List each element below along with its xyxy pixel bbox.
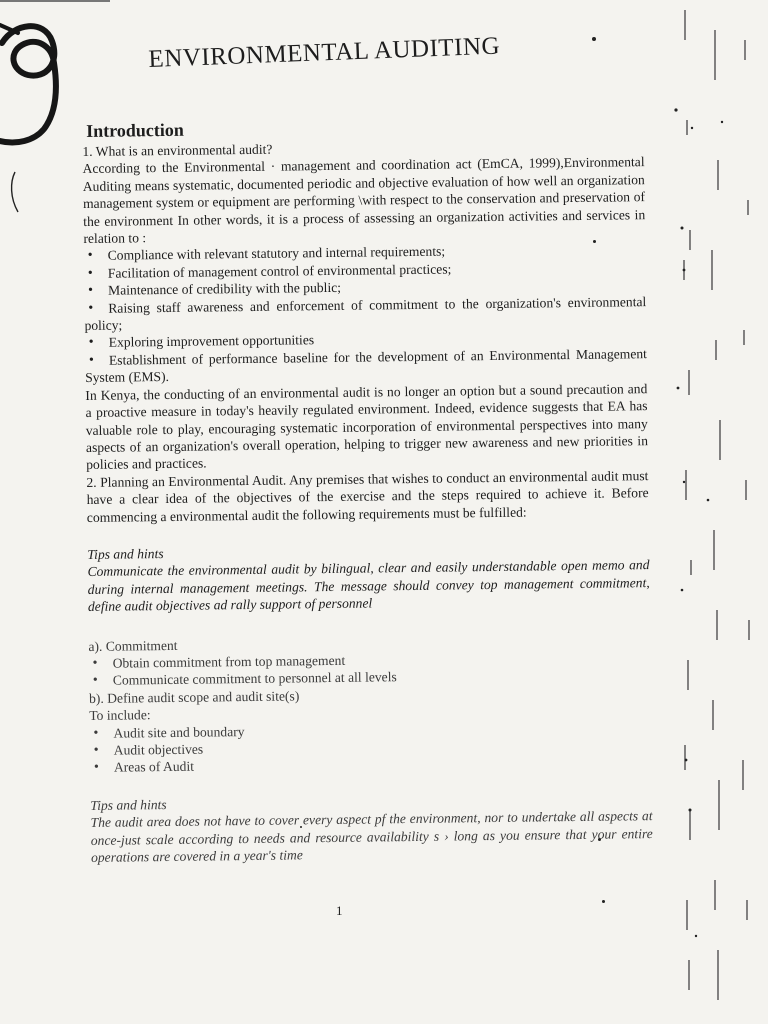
top-rule <box>0 0 110 2</box>
section-heading: Introduction <box>86 119 184 141</box>
list-item: • Communicate commitment to personnel at all levels <box>89 665 651 689</box>
subheading-scope: b). Define audit scope and audit site(s) <box>88 688 300 706</box>
tips-heading: Tips and hints <box>90 796 167 813</box>
page-number: 1 <box>336 903 343 918</box>
tips-text: The audit area does not have to cover every aspect pf the environment, nor to undertake all aspects at once-just scale according to needs and resource availability s › long as you ensure that your entire operations are covered in a year's time <box>90 808 653 865</box>
list-item: • Audit site and boundary <box>89 718 651 742</box>
tips-text: Communicate the environmental audit by bilingual, clear and easily understandable open memo and during internal management meetings. The message should convey top management commitment, define audit objectives ad rally support of personnel <box>87 557 650 615</box>
list-item: • Maintenance of credibility with the public; <box>84 275 646 299</box>
scope-list <box>89 718 652 777</box>
question-1: 1. What is an environmental audit? <box>82 141 273 159</box>
list-item: • Areas of Audit <box>90 752 652 776</box>
paragraph-planning: 2. Planning an Environmental Audit. Any premises that wishes to conduct an environmental audit must have a clear idea of the objectives of the exercise and the steps required to achieve it. Before commencing a environmental audit the following requirements must be fulfilled: <box>86 467 649 525</box>
scan-edge-noise <box>660 0 768 1024</box>
list-item: • Compliance with relevant statutory and internal requirements; <box>84 241 646 265</box>
list-item: • Raising staff awareness and enforcement of commitment to the organization's environmental policy; <box>84 293 646 335</box>
handwritten-page-mark <box>0 5 70 155</box>
subheading-commitment: a). Commitment <box>88 637 178 654</box>
document-title: ENVIRONMENTAL AUDITING <box>148 32 501 73</box>
to-include-label: To include: <box>89 707 151 724</box>
paragraph-kenya: In Kenya, the conducting of an environmental audit is no longer an option but a sound precaution and a proactive measure in today's heavily regulated environment. Indeed, evidence suggests that EA has valuable role to play, encouraging systematic incorporation of environmental perspectives into many aspects of an organization's overall operation, helping to trigger new awareness and new priorities in policies and practices. <box>85 380 649 473</box>
list-item: • Facilitation of management control of environmental practices; <box>84 258 646 282</box>
commitment-list <box>89 648 651 690</box>
scan-speck <box>602 900 605 903</box>
list-item: • Audit objectives <box>90 735 652 759</box>
audit-purpose-list <box>84 241 648 387</box>
list-item: • Establishment of performance baseline for the development of an Environmental Management System (EMS). <box>85 345 647 387</box>
document-body <box>82 113 653 866</box>
list-item: • Exploring improvement opportunities <box>85 328 647 352</box>
paragraph-definition: According to the Environmental · management and coordination act (EmCA, 1999),Environmental Auditing means systematic, documented periodic and objective evaluation of how well an organization management system or equipment are performing \with respect to the conservation and preservation of the environment In other words, it is a process of assessing an organization activities and services in relation to : <box>82 154 646 247</box>
list-item: • Obtain commitment from top management <box>89 648 651 672</box>
margin-stroke <box>6 170 26 215</box>
tips-heading: Tips and hints <box>87 545 164 562</box>
